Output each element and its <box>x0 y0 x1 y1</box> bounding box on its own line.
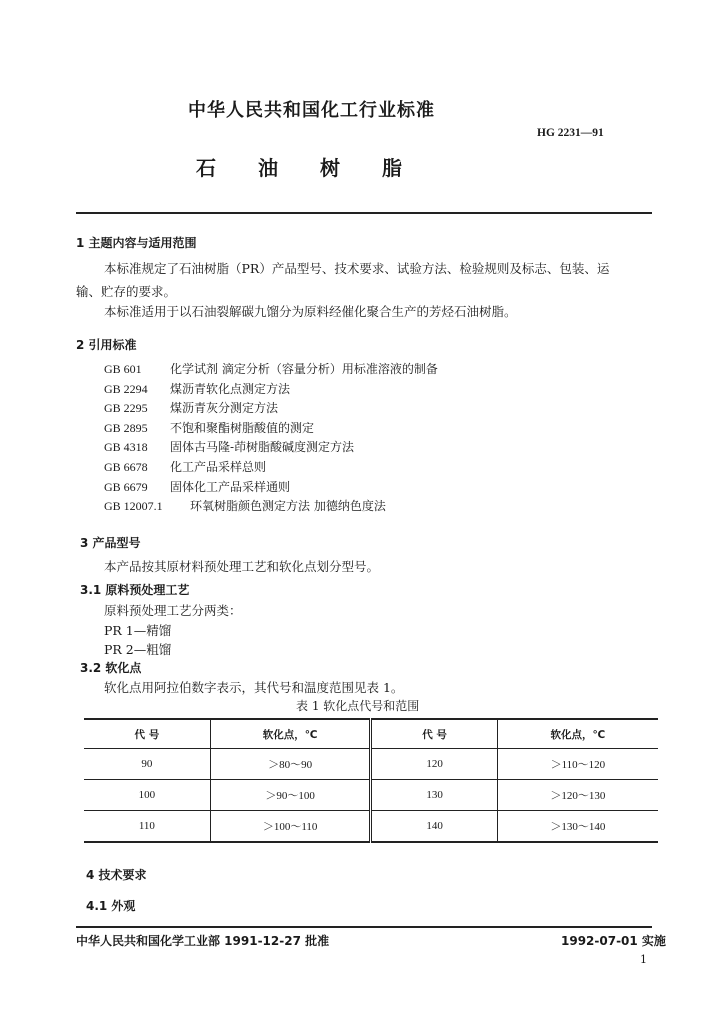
reference-title: 化工产品采样总则 <box>170 459 267 474</box>
section-2-heading: 2 引用标准 <box>76 338 137 352</box>
pretreatment-item-1: PR 1—精馏 <box>104 623 172 638</box>
table-row <box>84 811 658 843</box>
table-header-cell: 软化点，℃ <box>497 719 658 749</box>
reference-title: 固体化工产品采样通则 <box>170 479 291 494</box>
table-cell: ＞110～120 <box>497 749 658 780</box>
section-1-para-1-line-2: 输、贮存的要求。 <box>76 284 177 299</box>
section-3-1-text: 原料预处理工艺分两类： <box>104 603 242 618</box>
reference-code: GB 601 <box>104 362 142 376</box>
table-cell: 140 <box>371 811 497 843</box>
softening-point-table <box>84 718 658 843</box>
section-4-heading: 4 技术要求 <box>86 868 147 882</box>
bottom-divider <box>76 926 652 928</box>
table-cell: ＞80～90 <box>210 749 371 780</box>
table-header-cell: 代 号 <box>371 719 497 749</box>
table-row <box>84 749 658 780</box>
table-caption: 表 1 软化点代号和范围 <box>296 699 420 713</box>
reference-list <box>104 360 438 517</box>
reference-title: 固体古马隆-茚树脂酸碱度测定方法 <box>170 440 355 455</box>
table-header-cell: 软化点，℃ <box>210 719 371 749</box>
table-cell: ＞100～110 <box>210 811 371 843</box>
page-number: 1 <box>640 953 647 966</box>
reference-code: GB 6679 <box>104 479 148 494</box>
reference-item <box>104 438 438 458</box>
reference-item <box>104 478 438 498</box>
section-4-1-heading: 4.1 外观 <box>86 899 136 913</box>
reference-code: GB 6678 <box>104 459 148 474</box>
section-1-para-1-line-1: 本标准规定了石油树脂（PR）产品型号、技术要求、试验方法、检验规则及标志、包装、运 <box>104 261 610 276</box>
document-title <box>196 152 444 181</box>
section-1-para-2: 本标准适用于以石油裂解碳九馏分为原料经催化聚合生产的芳烃石油树脂。 <box>104 304 517 319</box>
reference-title: 煤沥青软化点测定方法 <box>170 381 291 396</box>
reference-code: GB 12007.1 <box>104 499 163 514</box>
standard-code: HG 2231—91 <box>537 127 604 139</box>
top-divider <box>76 212 652 214</box>
table-cell: ＞90～100 <box>210 780 371 811</box>
reference-code: GB 2294 <box>104 381 148 396</box>
title-char: 树 <box>320 156 340 180</box>
table-cell: ＞130～140 <box>497 811 658 843</box>
reference-code: GB 2895 <box>104 420 148 435</box>
effective-date: 1992-07-01 实施 <box>561 934 666 948</box>
table-cell: ＞120～130 <box>497 780 658 811</box>
reference-title: 不饱和聚酯树脂酸值的测定 <box>170 420 315 435</box>
title-char: 油 <box>258 156 278 180</box>
section-1-heading: 1 主题内容与适用范围 <box>76 236 197 250</box>
reference-item <box>104 360 438 380</box>
table-cell: 90 <box>84 749 210 780</box>
section-3-2-text: 软化点用阿拉伯数字表示，其代号和温度范围见表 1。 <box>104 680 404 695</box>
approval-line: 中华人民共和国化学工业部 1991-12-27 批准 <box>76 934 330 948</box>
section-3-heading: 3 产品型号 <box>80 536 141 550</box>
table-row <box>84 780 658 811</box>
title-char: 脂 <box>382 156 402 180</box>
reference-item <box>104 458 438 478</box>
table-header-row <box>84 719 658 749</box>
table-header-cell: 代 号 <box>84 719 210 749</box>
table-cell: 110 <box>84 811 210 843</box>
table-cell: 130 <box>371 780 497 811</box>
title-char: 石 <box>196 156 216 180</box>
section-3-1-heading: 3.1 原料预处理工艺 <box>80 583 190 597</box>
pretreatment-item-2: PR 2—粗馏 <box>104 642 172 657</box>
reference-item <box>104 399 438 419</box>
reference-title: 环氧树脂颜色测定方法 加德纳色度法 <box>190 499 386 514</box>
table-cell: 120 <box>371 749 497 780</box>
section-3-intro: 本产品按其原材料预处理工艺和软化点划分型号。 <box>104 559 380 574</box>
reference-item <box>104 419 438 439</box>
reference-title: 化学试剂 滴定分析（容量分析）用标准溶液的制备 <box>170 362 438 376</box>
reference-code: GB 2295 <box>104 401 148 416</box>
reference-item <box>104 380 438 400</box>
standard-title: 中华人民共和国化工行业标准 <box>188 100 435 121</box>
reference-item <box>104 497 438 517</box>
table-cell: 100 <box>84 780 210 811</box>
reference-title: 煤沥青灰分测定方法 <box>170 401 279 416</box>
section-3-2-heading: 3.2 软化点 <box>80 661 142 675</box>
reference-code: GB 4318 <box>104 440 148 455</box>
